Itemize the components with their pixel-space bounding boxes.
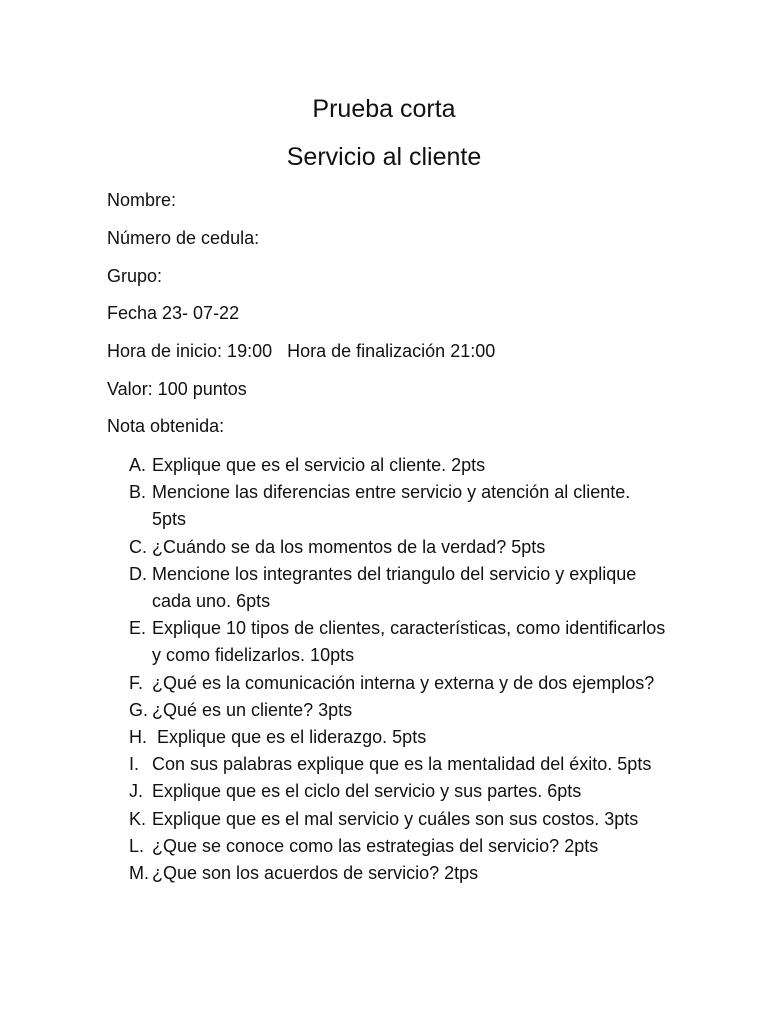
list-item [107, 670, 667, 697]
question-text: ¿Que se conoce como las estrategias del servicio? 2pts [152, 835, 599, 856]
list-item [107, 806, 667, 833]
document-subtitle: Servicio al cliente [286, 143, 482, 171]
list-item [107, 534, 667, 561]
field-horario: Hora de inicio: 19:00 Hora de finalización 21:00 [107, 341, 496, 361]
question-text: ¿Cuándo se da los momentos de la verdad? 5pts [152, 536, 546, 557]
question-text: ¿Que son los acuerdos de servicio? 2tps [152, 863, 479, 884]
question-text: Explique que es el mal servicio y cuáles son sus costos. 3pts [152, 808, 639, 829]
question-text: Con sus palabras explique que es la mentalidad del éxito. 5pts [152, 754, 652, 775]
question-marker: F. [129, 672, 144, 693]
field-valor: Valor: 100 puntos [107, 379, 247, 399]
question-marker: D. [129, 563, 147, 584]
list-item [107, 615, 667, 669]
list-item [107, 697, 667, 724]
question-text: Explique 10 tipos de clientes, características, como identificarlos y como fidelizarlos. 10pts [152, 618, 666, 666]
list-item [107, 833, 667, 860]
field-grupo: Grupo: [107, 266, 163, 286]
question-marker: G. [129, 699, 149, 720]
field-nombre: Nombre: [107, 190, 177, 210]
question-marker: H. [129, 727, 147, 748]
question-marker: L. [129, 835, 145, 856]
question-text: ¿Qué es la comunicación interna y externa y de dos ejemplos? [152, 672, 655, 693]
question-marker: E. [129, 618, 147, 639]
document-title: Prueba corta [312, 95, 456, 123]
list-item [107, 561, 667, 615]
question-text: Mencione las diferencias entre servicio y atención al cliente. 5pts [152, 482, 631, 530]
list-item [107, 751, 667, 778]
field-nota: Nota obtenida: [107, 416, 225, 436]
question-marker: K. [129, 808, 147, 829]
field-cedula: Número de cedula: [107, 228, 260, 248]
list-item [107, 860, 667, 887]
question-marker: I. [129, 754, 140, 775]
list-item [107, 778, 667, 805]
question-text: Explique que es el liderazgo. 5pts [152, 727, 427, 748]
question-marker: M. [129, 863, 149, 884]
field-fecha: Fecha 23- 07-22 [107, 303, 240, 323]
question-marker: J. [129, 781, 144, 802]
list-item [107, 724, 667, 751]
question-text: ¿Qué es un cliente? 3pts [152, 699, 353, 720]
list-item [107, 452, 667, 479]
list-item [107, 479, 667, 533]
question-text: Explique que es el servicio al cliente. 2pts [152, 455, 486, 475]
question-marker: A. [129, 455, 147, 475]
question-marker: B. [129, 482, 147, 503]
question-text: Mencione los integrantes del triangulo del servicio y explique cada uno. 6pts [152, 563, 637, 612]
question-text: Explique que es el ciclo del servicio y sus partes. 6pts [152, 781, 582, 802]
question-list [107, 452, 667, 887]
question-marker: C. [129, 536, 147, 557]
